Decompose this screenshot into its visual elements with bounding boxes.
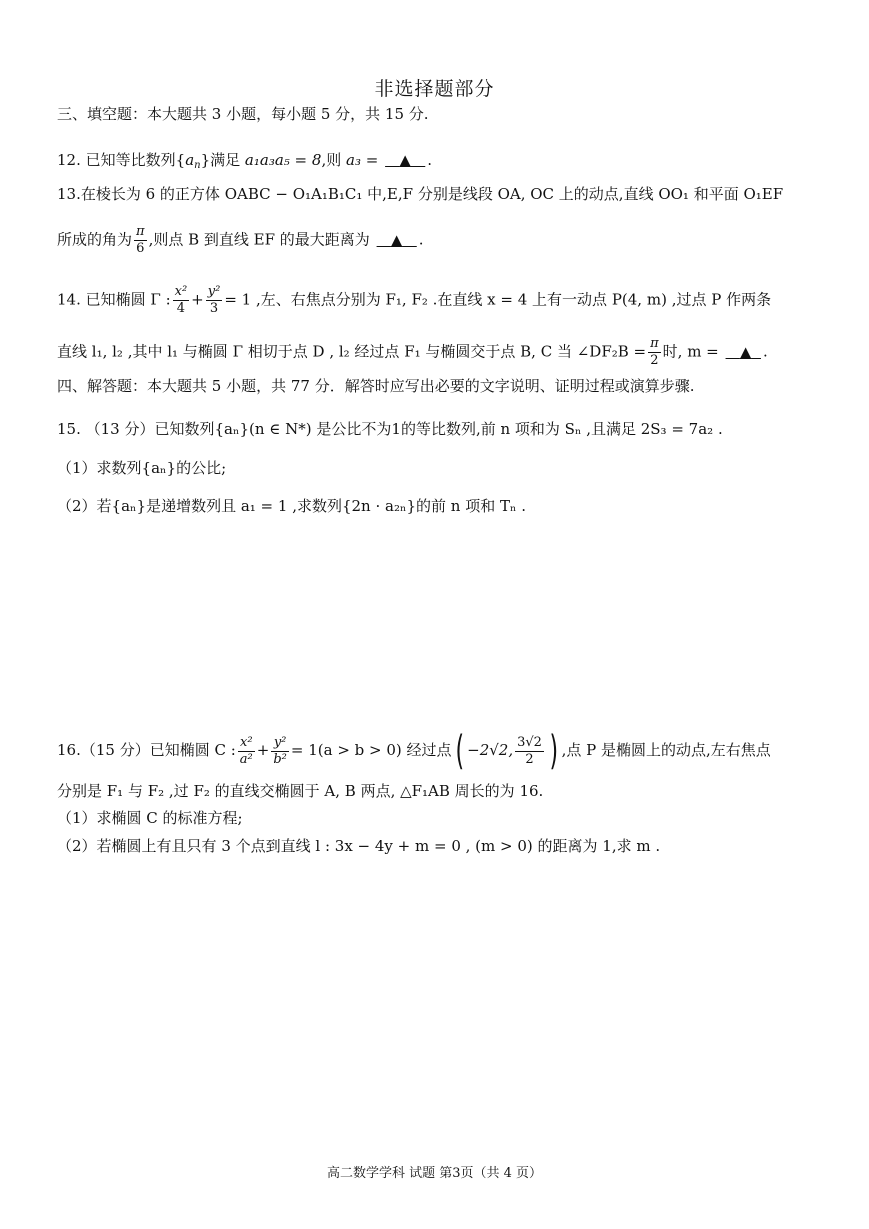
question-15-part1: （1）求数列{aₙ}的公比; bbox=[57, 459, 227, 477]
q12-condition: a₁a₃a₅ = 8 bbox=[244, 151, 322, 169]
section-fill-in-heading: 三、填空题：本大题共 3 小题，每小题 5 分，共 15 分. bbox=[57, 105, 429, 123]
q14-fraction-y: $\frac{\text{y²}}{3}$ bbox=[207, 284, 221, 316]
q16-plus: + bbox=[256, 741, 270, 759]
page-footer: 高二数学学科 试题 第3页（共 4 页） bbox=[326, 1166, 543, 1181]
question-15-part2: （2）若{aₙ}是递增数列且 a₁ = 1 ,求数列{2n · a₂ₙ}的前 n 项和 Tₙ . bbox=[57, 497, 527, 515]
q16-text-c: ,点 P 是椭圆上的动点,左右焦点 bbox=[561, 741, 771, 759]
q12-text-c: ,则 bbox=[321, 151, 342, 169]
q12-seq: a bbox=[185, 151, 195, 169]
q12-answer-blank: ▲ bbox=[399, 151, 411, 169]
question-16-line2: 分别是 F₁ 与 F₂ ,过 F₂ 的直线交椭圆于 A, B 两点, △F₁AB 周长的为 16. bbox=[57, 782, 544, 800]
section-solution-heading: 四、解答题：本大题共 5 小题，共 77 分．解答时应写出必要的文字说明、证明过程或演算步骤. bbox=[57, 377, 695, 395]
q14-fraction-angle: $\frac{\pi}{2}$ bbox=[650, 336, 659, 368]
q14-answer-blank: ▲ bbox=[739, 342, 752, 361]
question-14-line2: 直线 l₁, l₂ ,其中 l₁ 与椭圆 Γ 相切于点 D , l₂ 经过点 F₁ 与椭圆交于点 B, C 当 ∠DF₂B = $\frac{\pi}{2}$ 时, m = ▲ . bbox=[57, 336, 768, 368]
q12-seq-sub: n bbox=[194, 160, 201, 171]
q13-text-a: 所成的角为 bbox=[57, 230, 133, 249]
q14-text-a: 14. 已知椭圆 Γ : bbox=[57, 290, 171, 309]
q14-text-b: = 1 ,左、右焦点分别为 F₁, F₂ .在直线 x = 4 上有一动点 P(4, m) ,过点 P 作两条 bbox=[224, 290, 772, 309]
q14-text-d: 时, m = bbox=[662, 342, 719, 361]
q12-text-a: 已知等比数列{ bbox=[85, 151, 186, 169]
q16-text-b: = 1(a > b > 0) 经过点 bbox=[290, 741, 452, 759]
question-14-line1 bbox=[57, 284, 771, 317]
q16-point-x: −2√2, bbox=[467, 741, 514, 759]
q14-fraction-x: $\frac{\text{x²}}{4}$ bbox=[174, 284, 188, 316]
q13-answer-blank: ▲ bbox=[390, 230, 403, 249]
q16-paren-left: ( bbox=[455, 728, 464, 774]
q13-text-b: ,则点 B 到直线 EF 的最大距离为 bbox=[148, 230, 370, 249]
q16-fraction-x: $\frac{\text{x²}}{\text{a²}}$ bbox=[239, 734, 253, 767]
q16-point-y: $\frac{3√2}{2}$ bbox=[517, 734, 542, 767]
q14-text-c: 直线 l₁, l₂ ,其中 l₁ 与椭圆 Γ 相切于点 D , l₂ 经过点 F₁ 与椭圆交于点 B, C 当 ∠DF₂B = bbox=[57, 342, 647, 361]
question-15-stem: 15. （13 分）已知数列{aₙ}(n ∈ N*) 是公比不为1的等比数列,前 n 项和为 Sₙ ,且满足 2S₃ = 7a₂ . bbox=[57, 420, 723, 438]
question-16-stem bbox=[57, 728, 771, 774]
page-title: 非选择题部分 bbox=[374, 78, 495, 100]
q14-plus: + bbox=[191, 290, 204, 309]
q16-paren-right: ) bbox=[549, 728, 559, 774]
q16-text-a: 16.（15 分）已知椭圆 C : bbox=[57, 741, 236, 759]
question-13-line2: 所成的角为 $\frac{\pi}{6}$ ,则点 B 到直线 EF 的最大距离为 ▲ . bbox=[57, 224, 424, 256]
q12-ask: a₃ = bbox=[346, 151, 379, 169]
question-16-part1: （1）求椭圆 C 的标准方程; bbox=[57, 809, 243, 827]
question-13-line1: 13.在棱长为 6 的正方体 OABC − O₁A₁B₁C₁ 中,E,F 分别是线段 OA, OC 上的动点,直线 OO₁ 和平面 O₁EF bbox=[57, 185, 784, 203]
q12-number: 12. bbox=[57, 151, 81, 169]
question-16-part2: （2）若椭圆上有且只有 3 个点到直线 l : 3x − 4y + m = 0 , (m > 0) 的距离为 1,求 m . bbox=[57, 837, 661, 855]
q16-fraction-y: $\frac{\text{y²}}{\text{b²}}$ bbox=[273, 734, 287, 767]
q12-text-b: }满足 bbox=[200, 151, 241, 169]
q13-fraction: $\frac{\pi}{6}$ bbox=[136, 224, 145, 256]
question-12: 12. 已知等比数列$\{a_n\}$满足 a₁a₃a₅ = 8,则 a₃ = ▲ . bbox=[57, 151, 433, 171]
